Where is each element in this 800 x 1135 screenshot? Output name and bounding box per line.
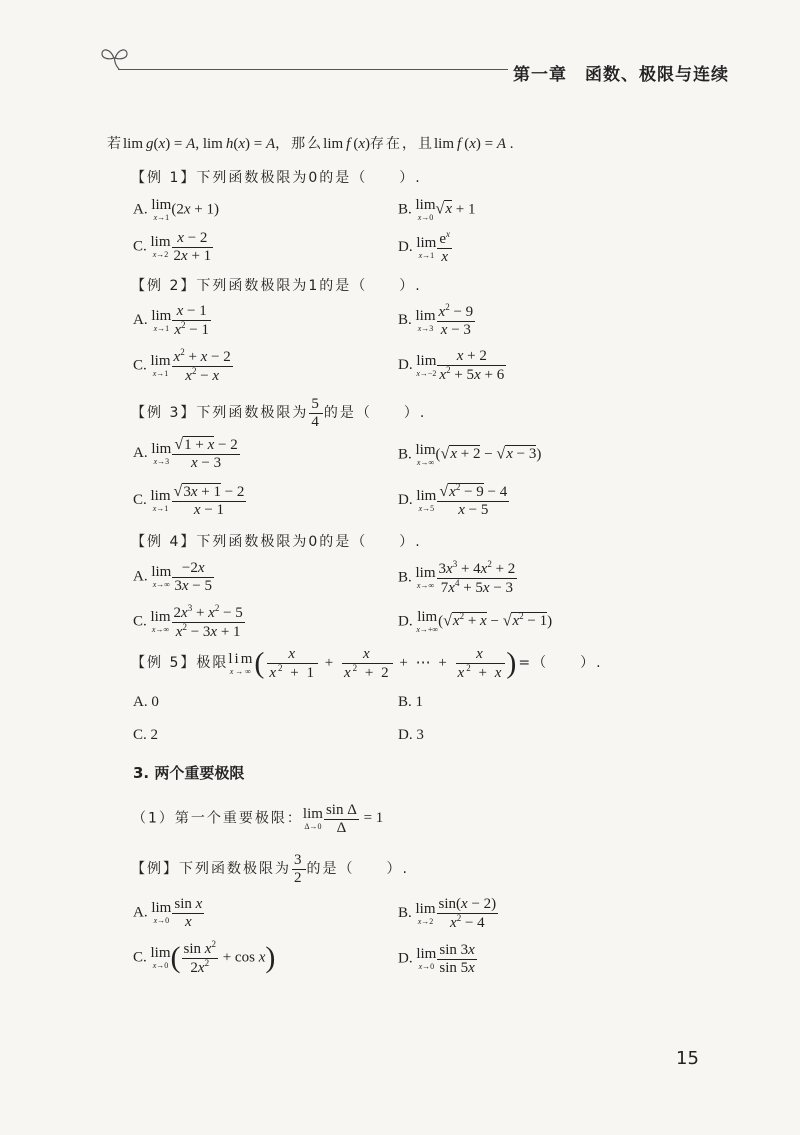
example-5-option-a: A. 0 <box>133 694 159 710</box>
intro-sentence: 若lim g(x) = A, lim h(x) = A，那么lim f (x)存在，且lim f (x) = A . <box>107 136 514 152</box>
example-1-option-d: D. lim x→1 $\frac{e^x}{x}$ <box>398 229 451 265</box>
example-5-option-d: D. 3 <box>398 727 424 743</box>
example-1-option-b: B. lim x→0 √x + 1 <box>398 197 476 222</box>
example-5-prompt: 【例 5】极限 lim x→∞ ( $\frac{x}{x^2 + 1}$ + $\frac{x}{x^2 + 2}$ + ⋯ + $\frac{x}{x^2 + x}$ )=（ ）. <box>131 646 603 681</box>
example-6-prompt: 【例】下列函数极限为 $\frac{3}{2}$ 的是（ ）. <box>131 852 409 886</box>
example-6-option-d: D. lim x→0 $\frac{\sin 3x}{\sin 5x}$ <box>398 942 475 976</box>
example-4-option-d: D. lim x→+∞ $(√x^2 + x - √x^2 - 1)$ <box>398 609 553 634</box>
example-3-option-b: B. lim x→∞ (√x + 2 − √x − 3) <box>398 442 542 467</box>
example-2-option-d: D. lim x→−2 $\frac{x + 2}{x^2 + 5x + 6}$ <box>398 348 505 383</box>
subsection-title: （1）第一个重要极限： lim Δ→0 $\frac{\text{sin Δ}}{\Delta}$ = 1 <box>132 802 384 836</box>
example-2-option-a: A. lim x→1 $\frac{x - 1}{x^2 - 1}$ <box>133 303 209 338</box>
example-2-option-b: B. lim x→3 $\frac{x^2 - 9}{x - 3}$ <box>398 302 474 338</box>
chapter-title: 第一章 函数、极限与连续 <box>513 65 729 85</box>
example-1-prompt: 【例 1】下列函数极限为0的是（ ）. <box>131 170 422 186</box>
page-number: 15 <box>676 1048 699 1069</box>
example-6-option-c: C. lim x→0 ( $\frac{\sin x^2}{2x^2}$ + cos x) <box>133 939 276 976</box>
example-1-option-a: A. lim x→1 (2x + 1) <box>133 197 219 222</box>
example-2-prompt: 【例 2】下列函数极限为1的是（ ）. <box>131 278 422 294</box>
example-3-option-c: C. lim x→1 $\frac{√3x + 1 - 2}{x - 1}$ <box>133 483 245 518</box>
example-5-option-c: C. 2 <box>133 727 159 743</box>
example-3-option-a: A. lim x→3 $\frac{√1 + x - 2}{x - 3}$ <box>133 436 238 471</box>
example-3-prompt: 【例 3】下列函数极限为 $\frac{5}{4}$ 的是（ ）. <box>131 396 427 430</box>
example-6-option-a: A. lim x→0 $\frac{\text{sin x}}{x}$ <box>133 896 203 930</box>
example-6-option-b: B. lim x→2 $\frac{\sin(x - 2)}{x^2 - 4}$ <box>398 896 497 931</box>
example-4-prompt: 【例 4】下列函数极限为0的是（ ）. <box>131 534 422 550</box>
example-1-option-c: C. lim x→2 $\frac{x - 2}{2x + 1}$ <box>133 230 212 264</box>
example-2-option-c: C. lim x→1 $\frac{x^2 + x - 2}{x^2 - x}$ <box>133 347 231 384</box>
section-title: 3. 两个重要极限 <box>133 764 245 782</box>
example-3-option-d: D. lim x→5 $\frac{√x^2 - 9 - 4}{x - 5}$ <box>398 482 508 518</box>
header-rule <box>118 69 508 70</box>
example-4-option-b: B. lim x→∞ $\frac{3x^3 + 4x^2 + 2}{7x^4 + 5x - 3}$ <box>398 559 516 596</box>
example-5-option-b: B. 1 <box>398 694 424 710</box>
leaf-icon <box>100 42 130 70</box>
example-4-option-c: C. lim x→∞ $\frac{2x^3 + x^2 - 5}{x^2 - 3x + 1}$ <box>133 603 243 640</box>
example-4-option-a: A. lim x→∞ $\frac{-2x}{3x - 5}$ <box>133 560 212 594</box>
